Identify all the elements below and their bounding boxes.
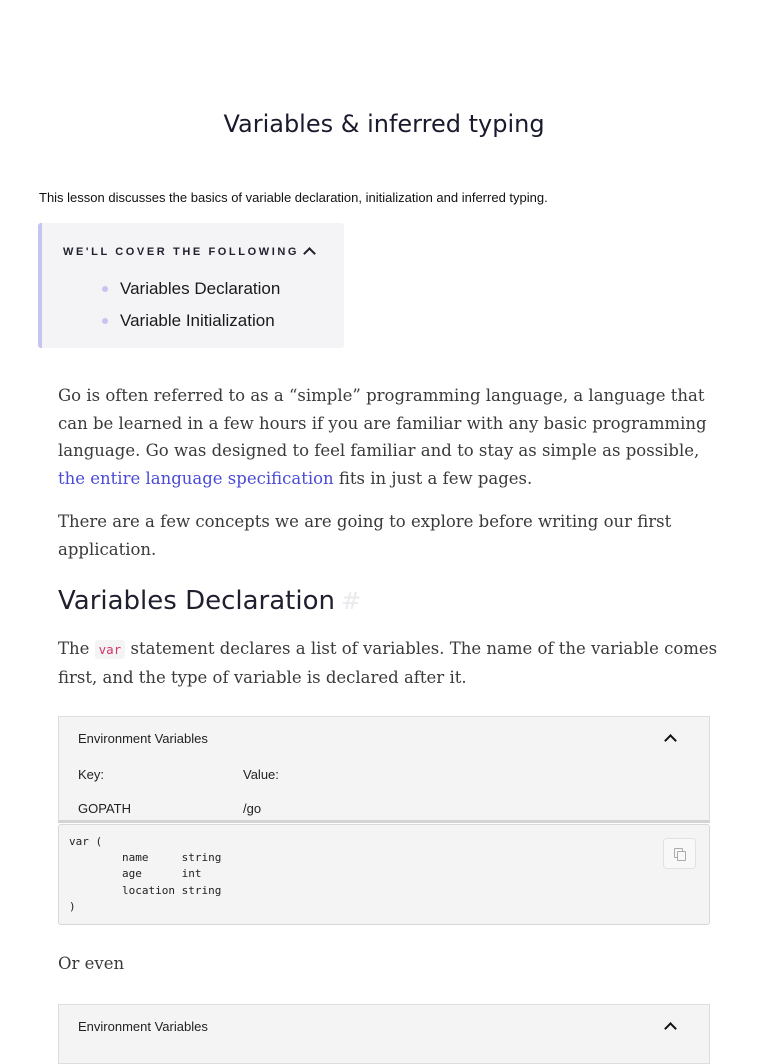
- env-key-header: Key:: [78, 767, 105, 782]
- section-heading: [58, 586, 361, 616]
- env-value: /go: [243, 801, 262, 816]
- intro-text-2: fits in just a few pages.: [333, 468, 533, 488]
- intro-paragraph: [58, 382, 718, 492]
- page-title: Variables & inferred typing: [223, 110, 545, 138]
- anchor-link-icon[interactable]: #: [340, 587, 362, 615]
- cover-toggle[interactable]: [63, 245, 314, 258]
- var-text-2: statement declares a list of variables. The name of the variable comes first, and the type of variable is declared after it.: [58, 639, 718, 687]
- cover-item-variables-declaration[interactable]: [102, 273, 280, 305]
- lesson-summary: This lesson discusses the basics of variable declaration, initialization and inferred typing.: [39, 190, 548, 205]
- env-key: GOPATH: [78, 801, 131, 816]
- env-variables-panel-2: [58, 1004, 710, 1064]
- cover-item-label: Variables Declaration: [120, 279, 281, 298]
- collapse-chevron-icon-2[interactable]: [664, 1022, 677, 1035]
- env-variables-panel: [58, 716, 710, 823]
- inline-code-var: var: [95, 640, 126, 659]
- env-value-header: Value:: [243, 767, 279, 782]
- cover-box: [38, 223, 344, 348]
- copy-button[interactable]: [663, 838, 696, 869]
- language-spec-link[interactable]: the entire language specification: [58, 468, 334, 488]
- var-text-1: The: [58, 639, 95, 658]
- cover-item-variable-initialization[interactable]: [102, 305, 280, 337]
- bullet-icon: [102, 318, 108, 324]
- env-panel-title: Environment Variables: [78, 731, 208, 746]
- bullet-icon: [102, 286, 108, 292]
- collapse-chevron-icon[interactable]: [664, 734, 677, 747]
- section-heading-text: Variables Declaration: [58, 586, 335, 616]
- copy-icon: [674, 848, 686, 860]
- cover-list: [102, 273, 280, 337]
- code-block: [58, 824, 710, 925]
- var-paragraph: [58, 635, 718, 691]
- cover-item-label: Variable Initialization: [120, 311, 275, 330]
- chevron-up-icon: [303, 247, 316, 260]
- cover-header-label: WE'LL COVER THE FOLLOWING: [63, 245, 300, 258]
- or-even-paragraph: Or even: [58, 954, 125, 973]
- concepts-paragraph: There are a few concepts we are going to explore before writing our first application.: [58, 512, 672, 559]
- code-content: var ( name string age int location string ): [69, 835, 222, 913]
- intro-text-1: Go is often referred to as a “simple” programming language, a language that can be learned in a few hours if you are familiar with any basic programming language. Go was designed to feel familiar and to stay as simple as possible,: [58, 386, 707, 460]
- env-panel-2-title: Environment Variables: [78, 1019, 208, 1034]
